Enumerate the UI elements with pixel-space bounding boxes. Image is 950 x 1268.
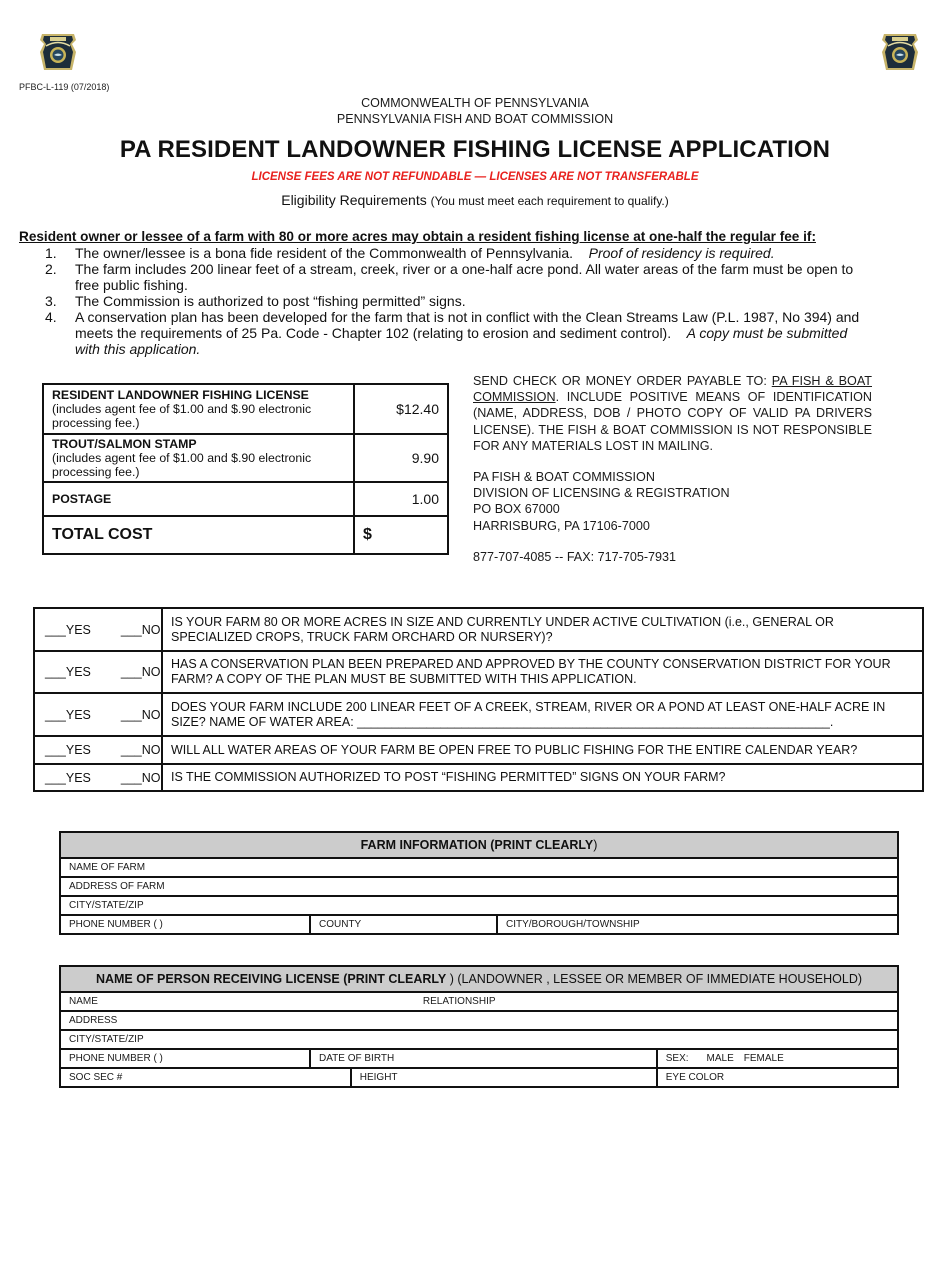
farm-name-field[interactable]: NAME OF FARM <box>60 858 898 877</box>
farm-info-title-tail: ) <box>593 838 598 852</box>
question-text: WILL ALL WATER AREAS OF YOUR FARM BE OPEN FREE TO PUBLIC FISHING FOR THE ENTIRE CALENDAR YEAR? <box>162 736 923 764</box>
yes-option[interactable]: ___YES <box>45 743 91 757</box>
agency-line-commonwealth: COMMONWEALTH OF PENNSYLVANIA <box>361 96 589 110</box>
total-cost-label: TOTAL COST <box>43 516 354 554</box>
pfbc-keystone-logo-icon <box>36 30 80 76</box>
payment-instructions <box>473 373 872 454</box>
farm-info-header <box>60 832 898 858</box>
requirement-text: The Commission is authorized to post “fishing permitted” signs. <box>75 293 466 309</box>
fee-amount: $12.40 <box>354 384 448 434</box>
pfbc-keystone-logo-icon <box>878 30 922 76</box>
fee-label: TROUT/SALMON STAMP <box>52 437 197 451</box>
total-cost-field[interactable]: $ <box>354 516 448 554</box>
eligibility-heading <box>0 192 950 208</box>
sex-label: SEX: <box>665 1053 689 1064</box>
licensee-info-title-tail: ) (LANDOWNER , LESSEE OR MEMBER OF IMMEDIATE HOUSEHOLD) <box>446 972 863 986</box>
question-text: IS THE COMMISSION AUTHORIZED TO POST “FISHING PERMITTED” SIGNS ON YOUR FARM? <box>162 764 923 791</box>
requirements-list <box>45 245 875 357</box>
licensee-information-table <box>59 965 899 1088</box>
requirements-heading: Resident owner or lessee of a farm with 80 or more acres may obtain a resident fishing license at one-half the regular fee if: <box>19 229 816 244</box>
agency-line-commission: PENNSYLVANIA FISH AND BOAT COMMISSION <box>336 112 614 126</box>
farm-county-field[interactable]: COUNTY <box>310 915 497 934</box>
requirement-note: Proof of residency is required. <box>588 245 775 261</box>
licensee-address-field[interactable]: ADDRESS <box>60 1011 898 1030</box>
eye-color-field[interactable]: EYE COLOR <box>657 1068 898 1087</box>
farm-information-table <box>59 831 899 935</box>
question-text: HAS A CONSERVATION PLAN BEEN PREPARED AND APPROVED BY THE COUNTY CONSERVATION DISTRICT FOR YOUR FARM? A COPY OF THE PLAN MUST BE SUBMITTED WITH THIS APPLICATION. <box>162 651 923 693</box>
question-text[interactable]: DOES YOUR FARM INCLUDE 200 LINEAR FEET OF A CREEK, STREAM, RIVER OR A POND AT LEAST ONE-HALF ACRE IN SIZE? NAME OF WATER AREA: ____________________________________________________________________. <box>162 693 923 736</box>
requirement-item <box>45 261 875 293</box>
requirement-note: A copy must be submitted with this application. <box>75 325 848 357</box>
fee-row-total <box>43 516 448 554</box>
farm-phone-field[interactable]: PHONE NUMBER ( ) <box>60 915 310 934</box>
requirement-item <box>45 309 875 357</box>
question-row <box>34 736 923 764</box>
requirement-number: 4. <box>45 309 57 325</box>
no-option[interactable]: ___NO <box>120 665 161 679</box>
instructions-post: . INCLUDE POSITIVE MEANS OF IDENTIFICATION (NAME, ADDRESS, DOB / PHOTO COPY OF VALID PA DRIVERS LICENSE). THE FISH & BOAT COMMISSION IS NOT RESPONSIBLE FOR ANY MATERIALS LOST IN MAILING. <box>473 390 872 453</box>
payee-name: PA FISH & BOAT COMMISSION <box>473 374 872 405</box>
licensee-city-state-zip-field[interactable]: CITY/STATE/ZIP <box>60 1030 898 1049</box>
ssn-field[interactable]: SOC SEC # <box>60 1068 351 1087</box>
date-of-birth-field[interactable]: DATE OF BIRTH <box>310 1049 657 1068</box>
sex-field[interactable] <box>657 1049 898 1068</box>
requirement-text: The farm includes 200 linear feet of a stream, creek, river or a one-half acre pond. All water areas of the farm must be open to free public fishing. <box>75 261 854 293</box>
yes-no-field[interactable] <box>34 608 162 651</box>
non-refundable-warning: LICENSE FEES ARE NOT REFUNDABLE — LICENSES ARE NOT TRANSFERABLE <box>251 171 699 183</box>
licensee-info-title: NAME OF PERSON RECEIVING LICENSE (PRINT CLEARLY <box>95 972 447 986</box>
yes-no-field[interactable] <box>34 651 162 693</box>
fee-row-trout-stamp <box>43 434 448 482</box>
yes-option[interactable]: ___YES <box>45 622 91 637</box>
form-code: PFBC-L-119 (07/2018) <box>19 82 110 92</box>
licensee-phone-field[interactable]: PHONE NUMBER ( ) <box>60 1049 310 1068</box>
no-option[interactable]: ___NO <box>120 743 161 757</box>
licensee-info-header <box>60 966 898 992</box>
contact-phone-fax: 877-707-4085 -- FAX: 717-705-7931 <box>473 549 677 564</box>
farm-city-state-zip-field[interactable]: CITY/STATE/ZIP <box>60 896 898 915</box>
yes-option[interactable]: ___YES <box>45 707 91 722</box>
name-label: NAME <box>69 996 98 1007</box>
fee-amount: 1.00 <box>354 482 448 516</box>
address-line: DIVISION OF LICENSING & REGISTRATION <box>473 486 730 501</box>
requirement-number: 2. <box>45 261 57 277</box>
question-text: IS YOUR FARM 80 OR MORE ACRES IN SIZE AND CURRENTLY UNDER ACTIVE CULTIVATION (i.e., GENERAL OR SPECIALIZED CROPS, TRUCK FARM ORCHARD OR NURSERY)? <box>162 608 923 651</box>
instructions-pre: SEND CHECK OR MONEY ORDER PAYABLE TO: <box>473 374 772 388</box>
yes-option[interactable]: ___YES <box>45 770 91 785</box>
question-row <box>34 764 923 791</box>
fee-amount: 9.90 <box>354 434 448 482</box>
requirement-number: 1. <box>45 245 57 261</box>
fee-row-license <box>43 384 448 434</box>
requirement-text: The owner/lessee is a bona fide resident of the Commonwealth of Pennsylvania. <box>75 245 574 261</box>
address-line: PA FISH & BOAT COMMISSION <box>473 470 655 485</box>
fee-label: POSTAGE <box>52 492 112 506</box>
yes-no-field[interactable] <box>34 693 162 736</box>
farm-address-field[interactable]: ADDRESS OF FARM <box>60 877 898 896</box>
yes-no-field[interactable] <box>34 736 162 764</box>
fee-row-postage <box>43 482 448 516</box>
question-row <box>34 693 923 736</box>
address-line: HARRISBURG, PA 17106-7000 <box>473 518 650 533</box>
no-option[interactable]: ___NO <box>120 770 161 785</box>
relationship-label[interactable]: RELATIONSHIP <box>422 996 496 1007</box>
mailing-instructions <box>473 373 872 565</box>
address-line: PO BOX 67000 <box>473 502 560 517</box>
eligibility-note: (You must meet each requirement to qualify.) <box>430 194 669 208</box>
licensee-name-field[interactable] <box>60 992 898 1011</box>
farm-township-field[interactable]: CITY/BOROUGH/TOWNSHIP <box>497 915 898 934</box>
sex-option-female[interactable]: FEMALE <box>743 1053 784 1064</box>
fee-table <box>42 383 449 555</box>
requirement-item <box>45 293 875 309</box>
sex-option-male[interactable]: MALE <box>706 1053 734 1064</box>
yes-no-field[interactable] <box>34 764 162 791</box>
mailing-address <box>473 469 872 534</box>
question-row <box>34 608 923 651</box>
eligibility-questions-table <box>33 607 924 792</box>
no-option[interactable]: ___NO <box>120 707 161 722</box>
eligibility-label: Eligibility Requirements <box>281 192 427 208</box>
page-title: PA RESIDENT LANDOWNER FISHING LICENSE APPLICATION <box>119 136 831 163</box>
no-option[interactable]: ___NO <box>120 622 161 637</box>
requirement-number: 3. <box>45 293 57 309</box>
fee-note: (includes agent fee of $1.00 and $.90 electronic processing fee.) <box>52 402 312 430</box>
fee-label: RESIDENT LANDOWNER FISHING LICENSE <box>52 388 309 402</box>
height-field[interactable]: HEIGHT <box>351 1068 657 1087</box>
yes-option[interactable]: ___YES <box>45 665 91 679</box>
requirement-item <box>45 245 875 261</box>
fee-note: (includes agent fee of $1.00 and $.90 electronic processing fee.) <box>52 451 312 479</box>
question-row <box>34 651 923 693</box>
farm-info-title: FARM INFORMATION (PRINT CLEARLY <box>360 838 594 852</box>
requirement-text: A conservation plan has been developed for the farm that is not in conflict with the Clean Streams Law (P.L. 1987, No 394) and meets the requirements of 25 Pa. Code - Chapter 102 (relating to erosion and sediment control). <box>75 309 860 341</box>
